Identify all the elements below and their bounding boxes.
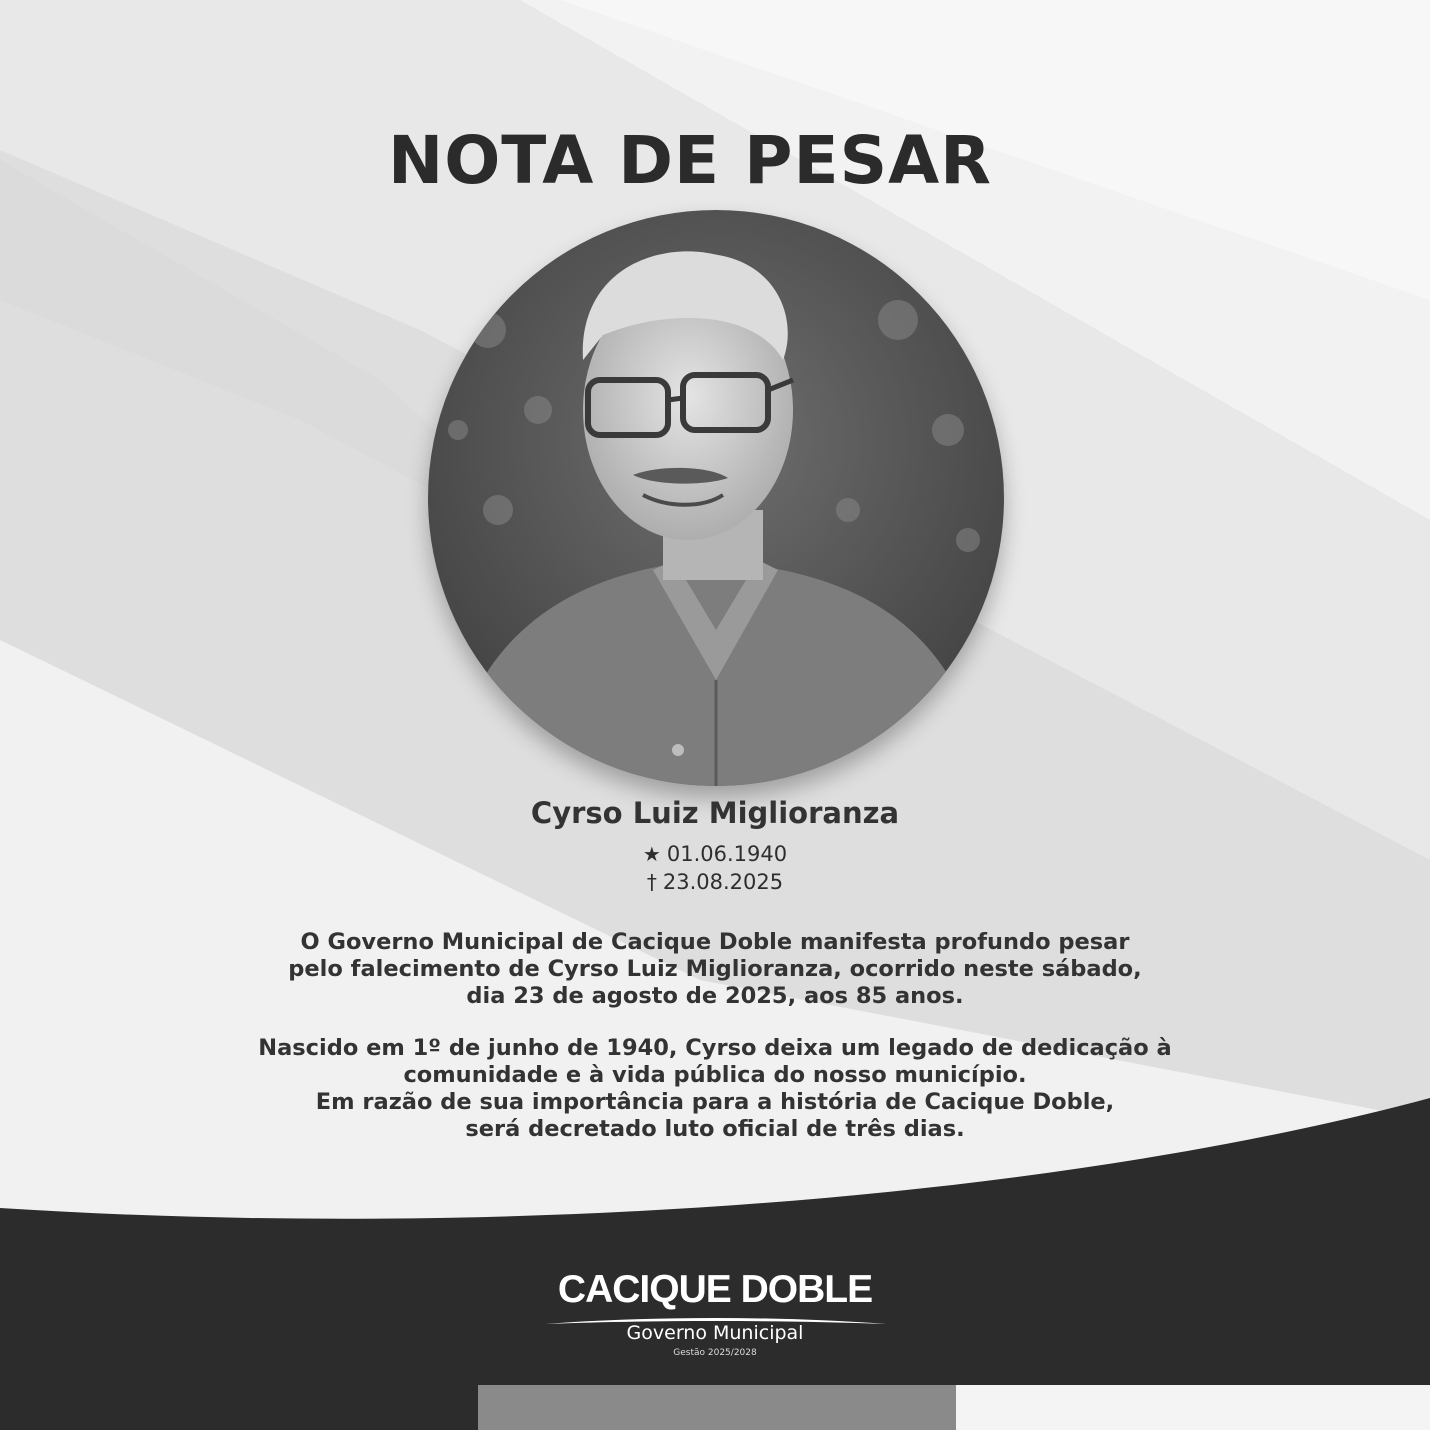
page-title: NOTA DE PESAR	[387, 122, 993, 199]
cross-icon: †	[646, 870, 657, 894]
portrait-photo	[428, 210, 1004, 786]
text-line: pelo falecimento de Cyrso Luiz Miglioranza, ocorrido neste sábado,	[288, 956, 1142, 982]
logo-title: CACIQUE DOBLE	[557, 1268, 873, 1311]
birth-date-line	[0, 842, 1430, 866]
text-line: será decretado luto oficial de três dias.	[465, 1116, 965, 1142]
birth-date: 01.06.1940	[666, 842, 788, 866]
text-line: Nascido em 1º de junho de 1940, Cyrso deixa um legado de dedicação à	[258, 1035, 1172, 1061]
person-name: Cyrso Luiz Miglioranza	[530, 796, 900, 830]
logo-term: Gestão 2025/2028	[673, 1348, 757, 1358]
footer-bar-gray	[478, 1385, 956, 1430]
logo-subtitle: Governo Municipal	[626, 1322, 804, 1344]
text-line: comunidade e à vida pública do nosso município.	[403, 1062, 1027, 1088]
footer-bar-light	[956, 1385, 1430, 1430]
footer-bar-dark	[0, 1385, 478, 1430]
paragraph-legacy	[0, 1035, 1430, 1143]
text-line: O Governo Municipal de Cacique Doble manifesta profundo pesar	[300, 929, 1130, 955]
star-icon: ★	[642, 842, 661, 866]
death-date: 23.08.2025	[662, 870, 784, 894]
text-line: Em razão de sua importância para a história de Cacique Doble,	[315, 1089, 1115, 1115]
death-date-line	[0, 870, 1430, 894]
text-line: dia 23 de agosto de 2025, aos 85 anos.	[466, 983, 964, 1009]
paragraph-announcement	[0, 929, 1430, 1010]
